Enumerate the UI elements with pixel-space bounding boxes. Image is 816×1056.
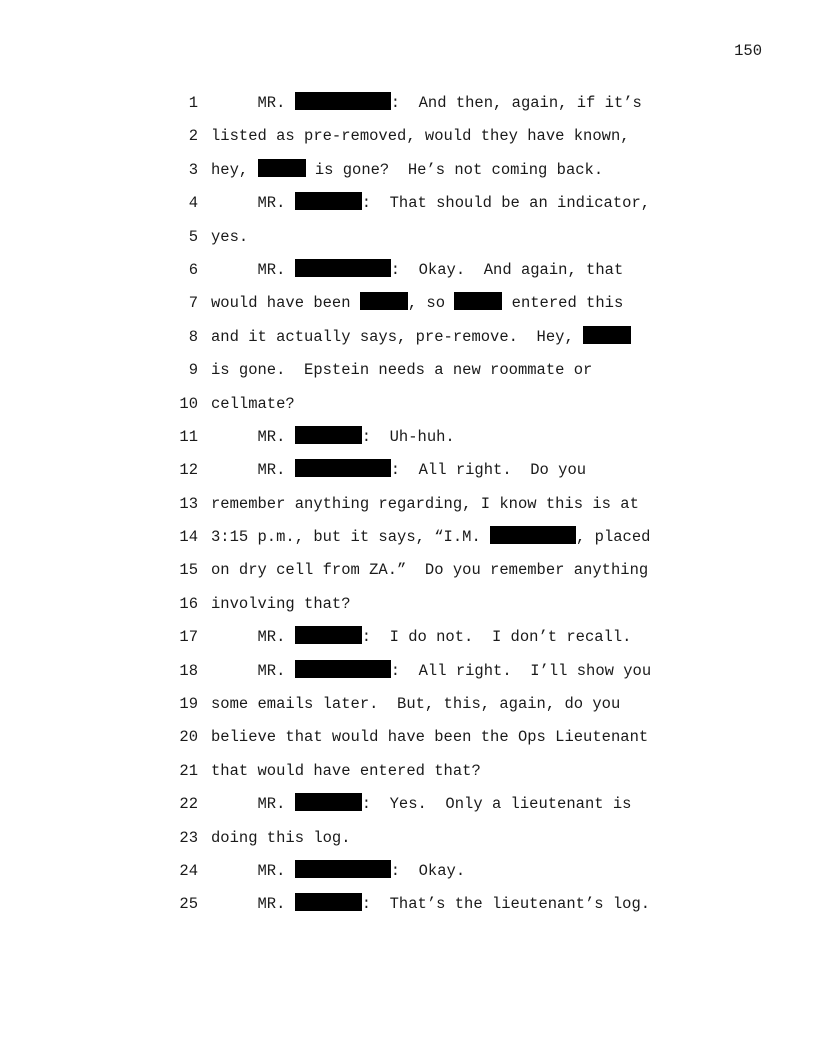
line-text [211,354,592,387]
line-text [211,120,630,153]
line-number: 7 [188,294,198,313]
page-number: 150 [734,42,762,60]
line-text [211,655,651,688]
redaction-bar [295,92,391,110]
line-number: 15 [179,561,198,580]
transcript-line [0,221,816,254]
line-text [211,454,586,487]
transcript-line [0,454,816,487]
transcript-line [0,554,816,587]
line-text [211,621,631,654]
text-segment: MR. [211,861,295,880]
redaction-bar [295,793,362,811]
line-text [211,755,481,788]
transcript-line [0,588,816,621]
text-segment: MR. [211,194,295,213]
redaction-bar [360,292,408,310]
transcript-line [0,421,816,454]
text-segment: MR. [211,427,295,446]
text-segment: : And then, again, if it’s [390,94,642,112]
text-segment: and it actually says, pre-remove. Hey, [211,327,584,346]
line-number: 6 [188,260,198,279]
line-text [211,388,295,421]
line-number: 19 [179,695,198,714]
line-text [211,888,650,921]
line-number: 17 [179,628,198,647]
line-text [211,788,631,821]
transcript-line [0,388,816,421]
line-text [211,688,620,721]
text-segment: that would have entered that? [211,761,481,780]
redaction-bar [295,192,362,210]
text-segment: listed as pre-removed, would they have known, [211,127,630,146]
line-number: 22 [179,795,198,814]
line-text [211,488,639,521]
text-segment: MR. [211,94,295,112]
transcript-line [0,254,816,287]
line-number: 2 [188,127,198,146]
text-segment: MR. [211,895,295,914]
transcript-line [0,488,816,521]
text-segment: MR. [211,260,295,279]
line-number: 4 [188,194,198,213]
text-segment: : All right. Do you [390,461,587,480]
redaction-bar [295,426,362,444]
text-segment: yes. [211,227,249,246]
transcript-line [0,855,816,888]
line-number: 3 [188,160,198,179]
text-segment: remember anything regarding, I know this is at [211,494,639,513]
transcript-line [0,120,816,153]
redaction-bar [295,459,391,477]
line-text [211,855,465,888]
text-segment: : Okay. [390,861,466,880]
text-segment: : That’s the lieutenant’s log. [361,895,651,914]
text-segment: , placed [576,528,651,547]
text-segment: : I do not. I don’t recall. [361,628,632,647]
line-number: 10 [179,394,198,413]
line-number: 23 [179,828,198,847]
line-number: 12 [179,461,198,480]
transcript-line [0,788,816,821]
line-number: 20 [179,728,198,747]
redaction-bar [490,526,576,544]
transcript-line [0,822,816,855]
transcript-line [0,321,816,354]
line-number: 9 [188,361,198,380]
line-number: 14 [179,528,198,547]
text-segment: : Uh-huh. [361,427,455,446]
transcript-line [0,755,816,788]
redaction-bar [583,326,631,344]
transcript-line [0,621,816,654]
transcript-line [0,655,816,688]
line-number: 13 [179,494,198,513]
text-segment: believe that would have been the Ops Lieutenant [211,728,649,747]
line-text [211,721,648,754]
text-segment: is gone. Epstein needs a new roommate or [211,361,593,380]
text-segment: MR. [211,628,295,647]
text-segment: : That should be an indicator, [361,194,651,213]
transcript-line [0,354,816,387]
transcript-body [0,87,816,922]
text-segment: 3:15 p.m., but it says, “I.M. [211,528,491,547]
text-segment: : Yes. Only a lieutenant is [361,795,632,814]
transcript-line [0,287,816,320]
line-number: 11 [179,427,198,446]
line-text [211,154,603,187]
line-number: 21 [179,761,198,780]
text-segment: , so [407,294,455,313]
transcript-line [0,688,816,721]
line-text [211,287,623,320]
line-text [211,87,642,120]
text-segment: hey, [211,160,258,179]
transcript-line [0,521,816,554]
transcript-line [0,187,816,220]
line-text [211,521,650,554]
transcript-line [0,888,816,921]
line-text [211,221,248,254]
text-segment: is gone? He’s not coming back. [305,160,604,179]
line-text [211,421,455,454]
redaction-bar [295,860,391,878]
line-text [211,822,351,855]
line-text [211,588,351,621]
text-segment: would have been [211,294,360,313]
line-number: 18 [179,661,198,680]
text-segment: some emails later. But, this, again, do you [211,695,621,714]
line-text [211,254,623,287]
redaction-bar [454,292,502,310]
text-segment: MR. [211,661,295,680]
line-number: 8 [188,327,198,346]
line-number: 1 [188,94,198,112]
text-segment: MR. [211,795,295,814]
redaction-bar [295,893,362,911]
line-number: 5 [188,227,198,246]
line-text [211,554,648,587]
redaction-bar [258,159,306,177]
line-number: 25 [179,895,198,914]
redaction-bar [295,626,362,644]
text-segment: : Okay. And again, that [390,260,624,279]
transcript-line [0,154,816,187]
redaction-bar [295,660,391,678]
line-text [211,187,650,220]
text-segment: MR. [211,461,295,480]
text-segment: on dry cell from ZA.” Do you remember anything [211,561,649,580]
transcript-line [0,721,816,754]
text-segment: involving that? [211,594,351,613]
text-segment: cellmate? [211,394,295,413]
text-segment: doing this log. [211,828,351,847]
line-text [211,321,631,354]
line-number: 16 [179,594,198,613]
line-number: 24 [179,861,198,880]
text-segment: entered this [502,294,624,313]
text-segment: : All right. I’ll show you [390,661,652,680]
redaction-bar [295,259,391,277]
transcript-line [0,87,816,120]
